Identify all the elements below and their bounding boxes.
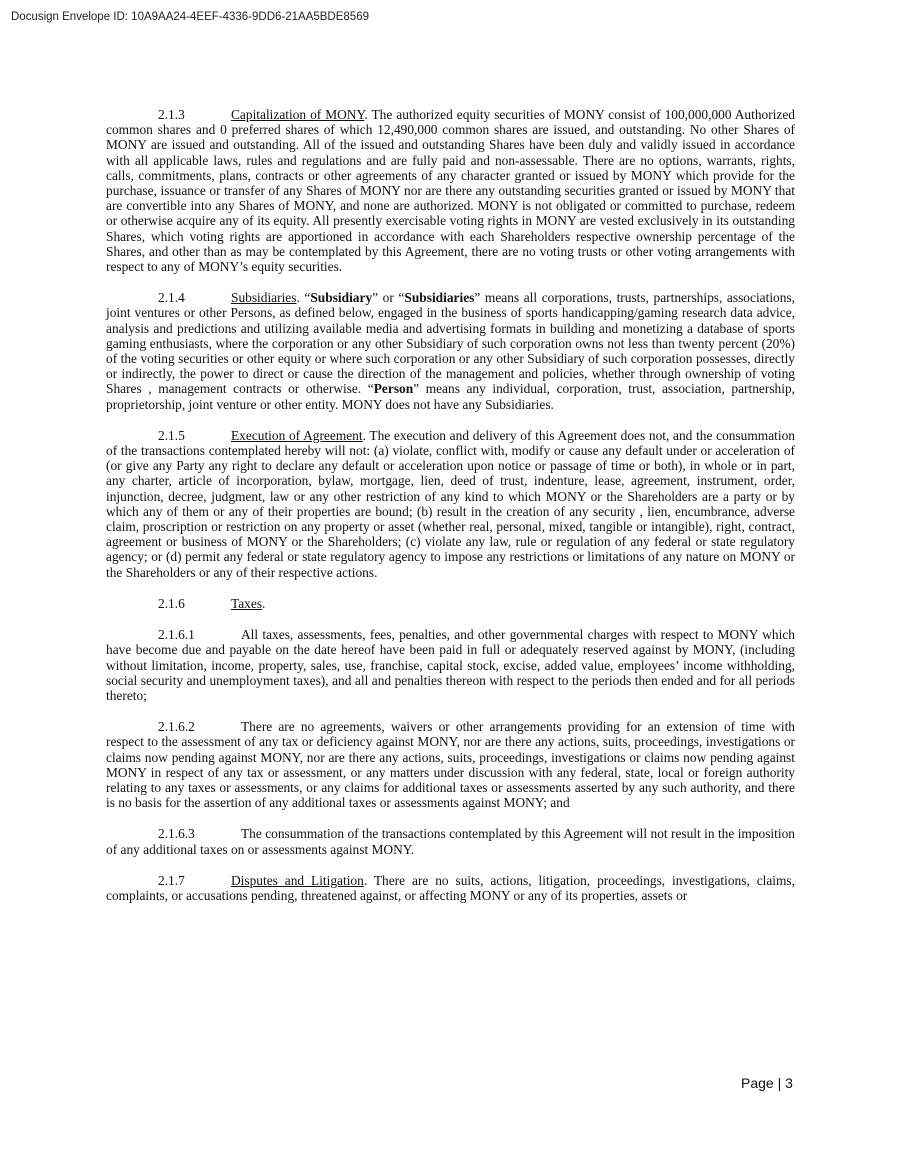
- section-2-1-6-2: [106, 719, 795, 810]
- section-text: There are no agreements, waivers or other arrangements providing for an extension of time with respect to the assessment of any tax or deficiency against MONY, nor are there any actions, suits, proceedings, investigations or claims now pending against MONY, nor are there any actions, suits, proceedings, investigations or claims now pending against MONY in respect of any tax or assessment, or any matters under discussion with any federal, state, local or foreign authority relating to any taxes or assessments, or any claims for additional taxes or assessments asserted by any such authority, and there is no basis for the assertion of any additional taxes or assessments against MONY; and: [106, 719, 795, 811]
- section-text: . There are no suits, actions, litigation, proceedings, investigations, claims, complaints, or accusations pending, threatened against, or affecting MONY or any of its properties, assets or: [106, 872, 795, 903]
- page-number: Page | 3: [741, 1075, 793, 1091]
- section-heading: Taxes: [231, 595, 263, 611]
- document-body: [106, 107, 795, 919]
- section-2-1-4: [106, 290, 795, 412]
- section-heading: Disputes and Litigation: [231, 872, 364, 888]
- section-number: 2.1.6.1: [158, 627, 195, 643]
- section-heading: Capitalization of MONY: [231, 107, 365, 122]
- section-number: 2.1.3: [158, 107, 185, 122]
- section-text: . “: [296, 290, 311, 306]
- section-number: 2.1.6.3: [158, 826, 195, 842]
- section-text: .: [262, 595, 266, 611]
- section-2-1-7: [106, 873, 795, 903]
- section-number: 2.1.4: [158, 290, 185, 306]
- defined-term: Subsidiaries: [404, 290, 475, 306]
- section-text: . The authorized equity securities of MONY consist of 100,000,000 Authorized common shares and 0 preferred shares of which 12,490,000 common shares are issued, and outstanding. No other Shares of MONY are issued and outstanding. All of the issued and outstanding Shares have been duly and validly issued in accordance with all applicable laws, rules and regulations and are fully paid and non-assessable. There are no options, warrants, rights, calls, commitments, plans, contracts or other agreements of any character granted or issued by MONY which provide for the purchase, issuance or transfer of any Shares of MONY nor are there any outstanding securities granted or issued by MONY that are convertible into any Shares of MONY, and none are authorized. MONY is not obligated or committed to purchase, redeem or otherwise acquire any of its equity. All presently exercisable voting rights in MONY are vested exclusively in its outstanding Shares, which voting rights are apportioned in accordance with each Shareholders respective ownership percentage of the Shares, and other than as may be contemplated by this Agreement, there are no voting trusts or other voting arrangements with respect to any of MONY’s equity securities.: [106, 107, 795, 275]
- section-text: ” means all corporations, trusts, partnerships, associations, joint ventures or other Persons, as defined below, engaged in the business of sports handicapping/gaming research data advice, analysis and predictions and utilizing available media and advertising formats in building and monetizing a database of sports gaming enthusiasts, where the corporation or any other Subsidiary of such corporation owns not less than twenty percent (20%) of the voting securities or other equity or where such corporation or any other Subsidiary of such corporation possesses, directly or indirectly, the power to direct or cause the direction of the management and policies, whether through ownership of voting Shares , management contracts or otherwise. “: [106, 290, 795, 397]
- section-text: ” or “: [372, 290, 405, 306]
- section-number: 2.1.6: [158, 595, 185, 611]
- section-2-1-6: [106, 596, 795, 611]
- section-2-1-3: [106, 107, 795, 274]
- section-2-1-6-1: [106, 627, 795, 703]
- defined-term: Subsidiary: [310, 290, 373, 306]
- section-number: 2.1.7: [158, 872, 185, 888]
- section-text: The consummation of the transactions contemplated by this Agreement will not result in the imposition of any additional taxes on or assessments against MONY.: [106, 826, 795, 857]
- section-2-1-5: [106, 428, 795, 580]
- defined-term: Person: [373, 381, 414, 397]
- section-text: . The execution and delivery of this Agreement does not, and the consummation of the transactions contemplated hereby will not: (a) violate, conflict with, modify or cause any default under or acceleration of (or give any Party any right to declare any default or acceleration upon notice or passage of time or both), in whole or in part, any charter, article of incorporation, bylaw, mortgage, lien, deed of trust, indenture, lease, agreement, instrument, order, injunction, decree, judgment, law or any other restriction of any kind to which MONY or the Shareholders are a party or by which any of them or any of their properties are bound; (b) result in the creation of any security , lien, encumbrance, adverse claim, proscription or restriction on any property or asset (whether real, personal, mixed, tangible or intangible), right, contract, agreement or business of MONY or the Shareholders; (c) violate any law, rule or regulation of any federal or state regulatory agency; or (d) permit any federal or state regulatory agency to impose any restrictions or limitations of any nature on MONY or the Shareholders or any of their respective actions.: [106, 427, 795, 580]
- envelope-id: Docusign Envelope ID: 10A9AA24-4EEF-4336-9DD6-21AA5BDE8569: [11, 11, 369, 23]
- section-heading: Subsidiaries: [231, 290, 297, 306]
- section-text: All taxes, assessments, fees, penalties, and other governmental charges with respect to MONY which have become due and payable on the date hereof have been paid in full or adequately reserved against by MONY, (including without limitation, income, property, sales, use, franchise, capital stock, excise, added value, employees’ income withholding, social security and unemployment taxes), and all and penalties thereon with respect to the periods then ended and for all periods thereto;: [106, 627, 795, 703]
- section-text: ” means any individual, corporation, trust, association, partnership, proprietorship, joint venture or other entity. MONY does not have any Subsidiaries.: [106, 381, 795, 412]
- section-number: 2.1.5: [158, 427, 185, 443]
- section-number: 2.1.6.2: [158, 719, 195, 735]
- section-heading: Execution of Agreement: [231, 427, 363, 443]
- section-2-1-6-3: [106, 826, 795, 856]
